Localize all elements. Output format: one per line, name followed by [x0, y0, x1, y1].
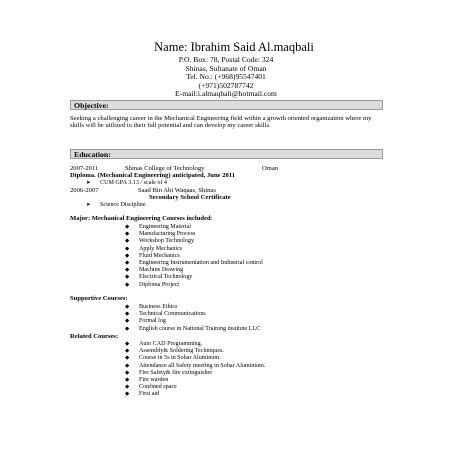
bullet-icon: ◆ — [125, 384, 130, 391]
diploma-title: Diploma. (Mechanical Engineering) anticipated, June 2011 — [70, 172, 236, 179]
list-item: ◆ Fire Safety& fire extinguisher — [125, 369, 213, 376]
education-school-2: Saad Bin Abi Waqaas, Shinas — [138, 187, 216, 194]
list-item: ◆ First aid — [125, 391, 160, 398]
supportive-heading: Supportive Courses: — [70, 295, 128, 302]
list-item: ◆ Workshop Technology — [125, 238, 194, 245]
list-item: ◆ Business Ethics — [125, 304, 178, 310]
bullet-icon: ◆ — [125, 252, 130, 259]
related-courses-list — [125, 341, 265, 399]
list-item: ◆ Apply Mechanics — [125, 245, 183, 252]
list-item: ◆ Diploma Project — [125, 281, 180, 288]
bullet-icon: ◆ — [125, 341, 130, 347]
bullet-icon: ◆ — [125, 260, 130, 267]
bullet-icon: ◆ — [125, 231, 130, 238]
contact-header — [0, 40, 452, 99]
supportive-courses-list — [125, 304, 260, 333]
bullet-icon: ◆ — [125, 267, 130, 274]
list-item: ◆ Fluid Mechanics — [125, 252, 180, 259]
bullet-icon: ◆ — [125, 224, 130, 230]
list-item: ◆ Engineering Instrumentation and Industrial control — [125, 260, 263, 267]
objective-heading: Objective: — [70, 100, 383, 110]
list-item: ◆ Machine Drawing — [125, 267, 184, 274]
bullet-icon: ◆ — [125, 274, 130, 281]
email-line: E-mail:i.almaqbali@hotmail.com — [175, 89, 277, 98]
address-line: P.O. Box: 78, Postal Code: 324 — [178, 55, 274, 64]
bullet-icon: ◆ — [125, 311, 130, 318]
major-heading: Major: Mechanical Engineering Courses included: — [70, 215, 213, 222]
bullet-icon: ◆ — [125, 348, 130, 355]
list-item: ◆ Formal log — [125, 318, 166, 325]
related-heading: Related Courses: — [70, 333, 119, 340]
list-item: ➤ CUM GPA 3.13 / scale of 4 — [86, 180, 167, 186]
education-school-1: Shinas College of Technology — [125, 165, 205, 172]
list-item: ◆ Engineering Material — [125, 224, 191, 230]
certificate-title: Secondary School Certificate — [149, 194, 231, 201]
list-item: ◆ Technical Communications — [125, 311, 206, 318]
bullet-icon: ➤ — [86, 180, 91, 186]
list-item: ◆ Auto CAD Programming. — [125, 341, 203, 347]
bullet-icon: ◆ — [125, 369, 130, 376]
list-item: ◆ Electrical Technology — [125, 274, 193, 281]
bullet-icon: ◆ — [125, 355, 130, 362]
bullet-icon: ◆ — [125, 325, 130, 332]
list-item: ◆ Fire warden — [125, 377, 169, 384]
education-years-2: 2006-2007 — [70, 187, 99, 194]
list-item: ◆ Attendance all Safety meeting in Sohar Aluminium. — [125, 362, 266, 369]
education-years-1: 2007-2011 — [70, 165, 99, 172]
list-item: ◆ Manufacturing Process — [125, 231, 196, 238]
bullet-icon: ◆ — [125, 362, 130, 369]
education-country-1: Oman — [262, 165, 279, 172]
bullet-icon: ◆ — [125, 304, 130, 310]
list-item: ◆ Confined space — [125, 384, 177, 391]
list-item: ◆ Course in 5s in Sohar Aluminum. — [125, 355, 221, 362]
bullet-icon: ◆ — [125, 281, 130, 288]
city-line: Shinas, Sultanate of Oman — [185, 63, 267, 73]
applicant-name: Name: Ibrahim Said Al.maqbali — [154, 40, 314, 54]
list-item: ◆ English course in National Training institute LLC — [125, 325, 261, 332]
phone-line-2: (+971)502787742 — [198, 80, 254, 90]
bullet-icon: ➤ — [86, 202, 91, 208]
major-courses-list — [125, 224, 263, 289]
bullet-icon: ◆ — [125, 377, 130, 384]
phone-line: Tel. No.: (+968)95547401 — [186, 72, 266, 81]
bullet-icon: ◆ — [125, 318, 130, 325]
education-heading: Education: — [70, 149, 383, 159]
discipline-list — [86, 202, 146, 209]
list-item: ◆ Assembly& Soldering Techniques. — [125, 348, 224, 355]
objective-text: Seeking a challenging career in the Mechanical Engineering field within a growth oriented organization where my skills will be utilized to their full potential and can develop my career skills. — [70, 115, 372, 130]
bullet-icon: ◆ — [125, 238, 130, 245]
bullet-icon: ◆ — [125, 245, 130, 252]
bullet-icon: ◆ — [125, 391, 130, 398]
list-item: ➤ Science Discipline — [86, 202, 146, 208]
